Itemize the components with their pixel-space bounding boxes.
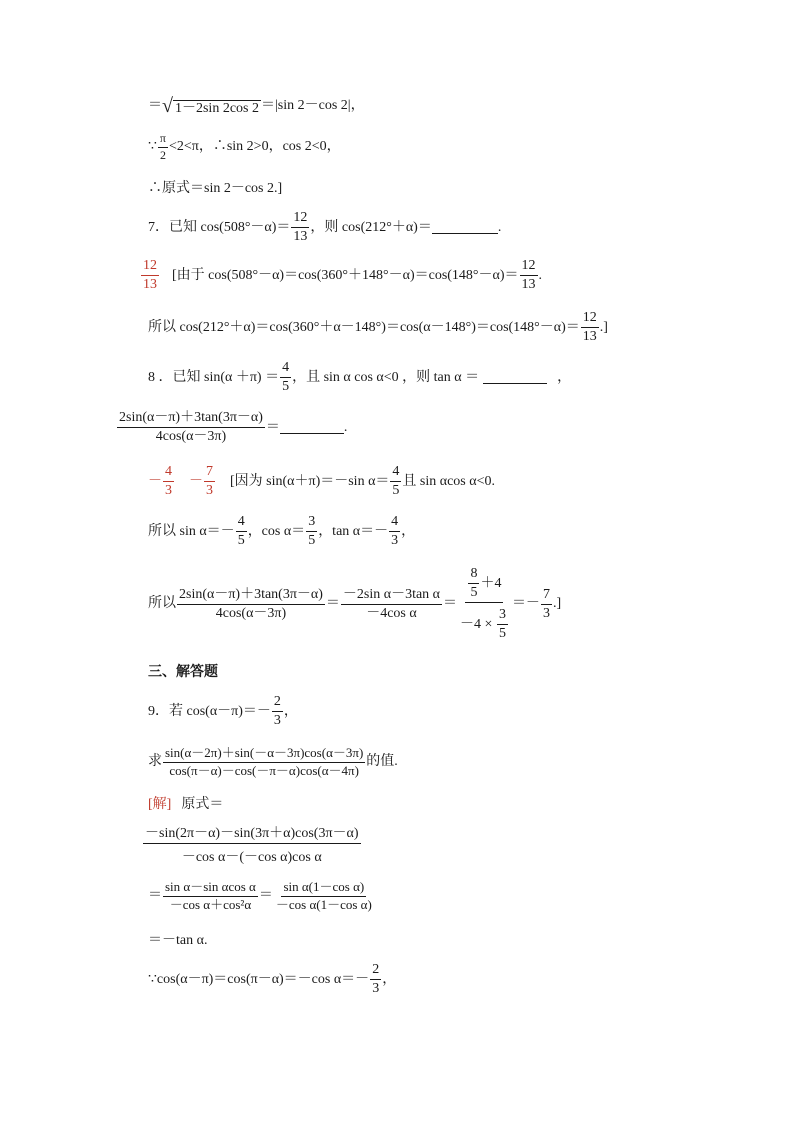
line-result bbox=[148, 182, 282, 196]
answer-fraction: $\frac{12}{13}$ bbox=[143, 258, 157, 293]
fraction: $\frac{3}{5}$ bbox=[498, 607, 506, 642]
fraction: $\frac{12}{13}$ bbox=[293, 210, 308, 245]
solution-9-expr3: ＝－tan α. bbox=[148, 933, 208, 948]
answer-8-line3: 所以 $\frac{2\sin(\alpha-\pi)+3\tan(3\pi-\alpha)}{4\cos(\alpha-3\pi)}$ ＝ $\frac{\text{－2sin α－3tan α}}{\text{－4cos α}}$ ＝ $\frac{8}{5}$ ＋4 －4 × $\frac{3}{5}$ ＝－ $\frac{7}{3}$ .] bbox=[148, 566, 562, 642]
answer-blank bbox=[280, 421, 344, 434]
text: <2<π，∴sin 2>0，cos 2<0， bbox=[168, 139, 341, 155]
fraction: $\frac{2}{3}$ bbox=[273, 694, 281, 729]
answer-fraction: $\frac{4}{3}$ bbox=[165, 464, 172, 499]
text: ＝|sin 2－cos 2|， bbox=[260, 98, 365, 113]
fraction: $\frac{\pi}{2}$ bbox=[159, 131, 166, 162]
answer-fraction: $\frac{7}{3}$ bbox=[206, 464, 213, 499]
section-heading: 三、解答题 bbox=[148, 665, 218, 680]
fraction: $\frac{7}{3}$ bbox=[542, 586, 550, 621]
fraction: $\frac{-\sin(2\pi-\alpha)-\sin(3\pi+\alpha)\cos(3\pi-\alpha)}{\text{－cos α－(－cos α)cos α}}$ bbox=[145, 826, 359, 866]
fraction: $\frac{2\sin(\alpha-\pi)+3\tan(3\pi-\alpha)}{4\cos(\alpha-3\pi)}$ bbox=[179, 586, 323, 621]
text: ∴原式＝sin 2－cos 2.] bbox=[148, 181, 283, 196]
question-8-line2: $\frac{2\sin(\alpha-\pi)+3\tan(3\pi-\alpha)}{4\cos(\alpha-3\pi)}$ ＝ . bbox=[119, 410, 348, 445]
answer-blank bbox=[483, 371, 547, 384]
question-7: 7．已知 cos(508°－α)＝ $\frac{12}{13}$ ，则 cos(212°＋α)＝ . bbox=[148, 210, 502, 245]
compound-fraction: $\frac{8}{5}$ ＋4 －4 × $\frac{3}{5}$ bbox=[460, 566, 506, 642]
answer-blank bbox=[432, 221, 498, 234]
fraction: $\frac{8}{5}$ bbox=[470, 566, 478, 601]
answer-8-line2: 所以 sin α＝－ $\frac{4}{5}$ ，cos α＝ $\frac{3}{5}$ ，tan α＝－ $\frac{4}{3}$ ， bbox=[148, 514, 416, 549]
text: ∵ bbox=[148, 139, 157, 155]
solution-9-expr4: ∵cos(α－π)＝cos(π－α)＝－cos α＝－ $\frac{2}{3}$ ， bbox=[148, 962, 397, 997]
fraction: $\frac{12}{13}$ bbox=[582, 310, 597, 345]
question-9: 9．若 cos(α－π)＝－ $\frac{2}{3}$ ， bbox=[148, 694, 298, 729]
solution-tag: [解] bbox=[148, 797, 172, 812]
line-since bbox=[148, 132, 341, 163]
fraction: $\frac{4}{5}$ bbox=[282, 360, 290, 395]
fraction: $\frac{4}{5}$ bbox=[237, 514, 245, 549]
fraction: $\frac{4}{5}$ bbox=[392, 464, 400, 499]
fraction: $\frac{2}{3}$ bbox=[372, 962, 380, 997]
solution-9-expr2: ＝ $\frac{\text{sin α－sin αcos α}}{\text{－cos α＋cos²α}}$ ＝ $\frac{\text{sin α(1－cos α)}}{\text{－cos α(1－cos α)}}$ bbox=[148, 879, 372, 912]
question-8: 8 ．已知 sin(α ＋π) ＝ $\frac{4}{5}$ ，且 sin α cos α<0 ，则 tan α ＝ ， bbox=[148, 360, 572, 395]
answer-7-line1: $\frac{12}{13}$ [由于 cos(508°－α)＝cos(360°＋148°－α)＝cos(148°－α)＝ $\frac{12}{13}$ . bbox=[143, 258, 543, 293]
fraction: $\frac{12}{13}$ bbox=[521, 258, 536, 293]
fraction: $\frac{\text{sin α－sin αcos α}}{\text{－cos α＋cos²α}}$ bbox=[165, 879, 256, 912]
fraction: $\frac{\text{sin α(1－cos α)}}{\text{－cos α(1－cos α)}}$ bbox=[275, 879, 372, 912]
fraction: $\frac{2\sin(\alpha-\pi)+3\tan(3\pi-\alpha)}{4\cos(\alpha-3\pi)}$ bbox=[119, 410, 263, 445]
sqrt-expression: √ 1－2sin 2cos 2 bbox=[162, 95, 259, 117]
line-sqrt bbox=[148, 96, 365, 116]
solution-9-start: [解] 原式＝ bbox=[148, 797, 224, 812]
question-9-line2: 求 $\frac{\sin(\alpha-2\pi)+\sin(-\alpha-3\pi)\cos(\alpha-3\pi)}{\cos(\pi-\alpha)-\cos(-\pi-\alpha)\cos(\alpha-4\pi)}$ 的值. bbox=[148, 745, 398, 778]
fraction: $\frac{\sin(\alpha-2\pi)+\sin(-\alpha-3\pi)\cos(\alpha-3\pi)}{\cos(\pi-\alpha)-\cos(-\pi-\alpha)\cos(\alpha-4\pi)}$ bbox=[165, 745, 364, 778]
fraction: $\frac{\text{－2sin α－3tan α}}{\text{－4cos α}}$ bbox=[342, 586, 441, 621]
text: ＝ bbox=[148, 98, 162, 113]
fraction: $\frac{3}{5}$ bbox=[308, 514, 316, 549]
answer-7-line2: 所以 cos(212°＋α)＝cos(360°＋α－148°)＝cos(α－148°)＝cos(148°－α)＝ $\frac{12}{13}$ .] bbox=[148, 310, 608, 345]
answer-8-line1: － $\frac{4}{3}$ － $\frac{7}{3}$ [因为 sin(α＋π)＝－sin α＝ $\frac{4}{5}$ 且 sin αcos α<0. bbox=[148, 464, 495, 499]
fraction: $\frac{4}{3}$ bbox=[391, 514, 399, 549]
solution-9-expr1 bbox=[142, 826, 362, 866]
